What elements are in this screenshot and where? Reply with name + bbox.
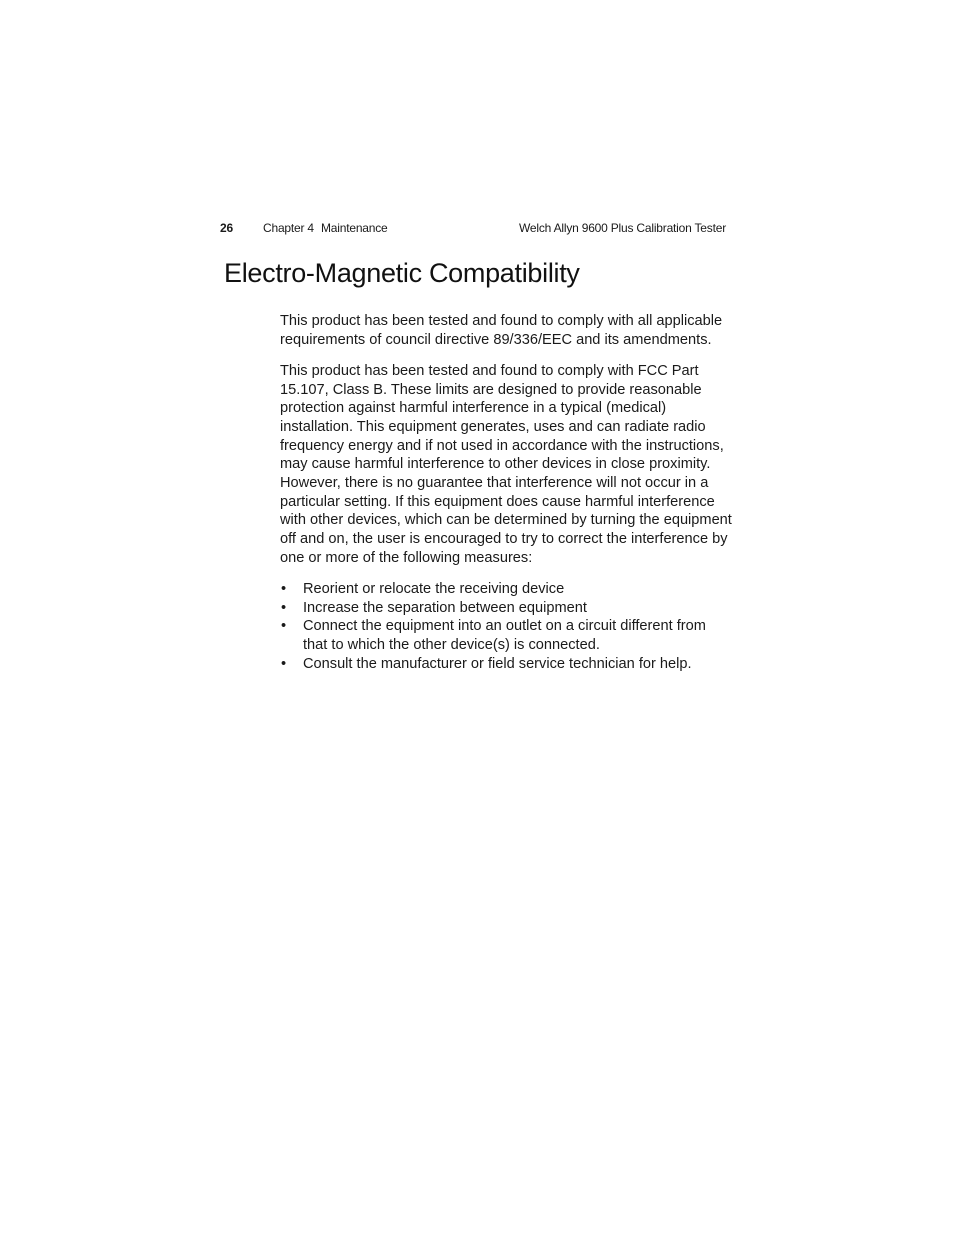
- bullet-icon: •: [281, 599, 287, 616]
- list-item-text: Reorient or relocate the receiving device: [303, 580, 565, 597]
- running-header: [220, 221, 726, 239]
- bullet-icon: •: [281, 618, 287, 635]
- list-item: [280, 655, 732, 674]
- body-content: [280, 312, 732, 673]
- chapter-label: Chapter 4: [263, 221, 314, 235]
- list-item-text: Increase the separation between equipment: [303, 599, 587, 616]
- list-item: [280, 617, 732, 654]
- list-item-text: Consult the manufacturer or field service technician for help.: [303, 655, 692, 672]
- section-label: Maintenance: [321, 221, 388, 235]
- list-item: [280, 599, 732, 618]
- page-title: Electro-Magnetic Compatibility: [224, 258, 580, 288]
- document-title: Welch Allyn 9600 Plus Calibration Tester: [518, 221, 726, 235]
- bullet-icon: •: [281, 580, 287, 597]
- paragraph-fcc: This product has been tested and found to comply with FCC Part 15.107, Class B. These limits are designed to provide reasonable protection against harmful interference in a typical (medical) installation. This equipment generates, uses and can radiate radio frequency energy and if not used in accordance with the instructions, may cause harmful interference to other devices in close proximity. However, there is no guarantee that interference will not occur in a particular setting. If this equipment does cause harmful interference with other devices, which can be determined by turning the equipment off and on, the user is encouraged to try to correct the interference by one or more of the following measures:: [280, 362, 732, 566]
- list-item-text: Connect the equipment into an outlet on a circuit different from that to which the other device(s) is connected.: [303, 618, 706, 654]
- bullet-icon: •: [281, 655, 287, 672]
- page-number: 26: [220, 221, 233, 235]
- measures-list: [280, 580, 732, 674]
- list-item: [280, 580, 732, 599]
- paragraph-directive: This product has been tested and found to comply with all applicable requirements of council directive 89/336/EEC and its amendments.: [280, 313, 723, 348]
